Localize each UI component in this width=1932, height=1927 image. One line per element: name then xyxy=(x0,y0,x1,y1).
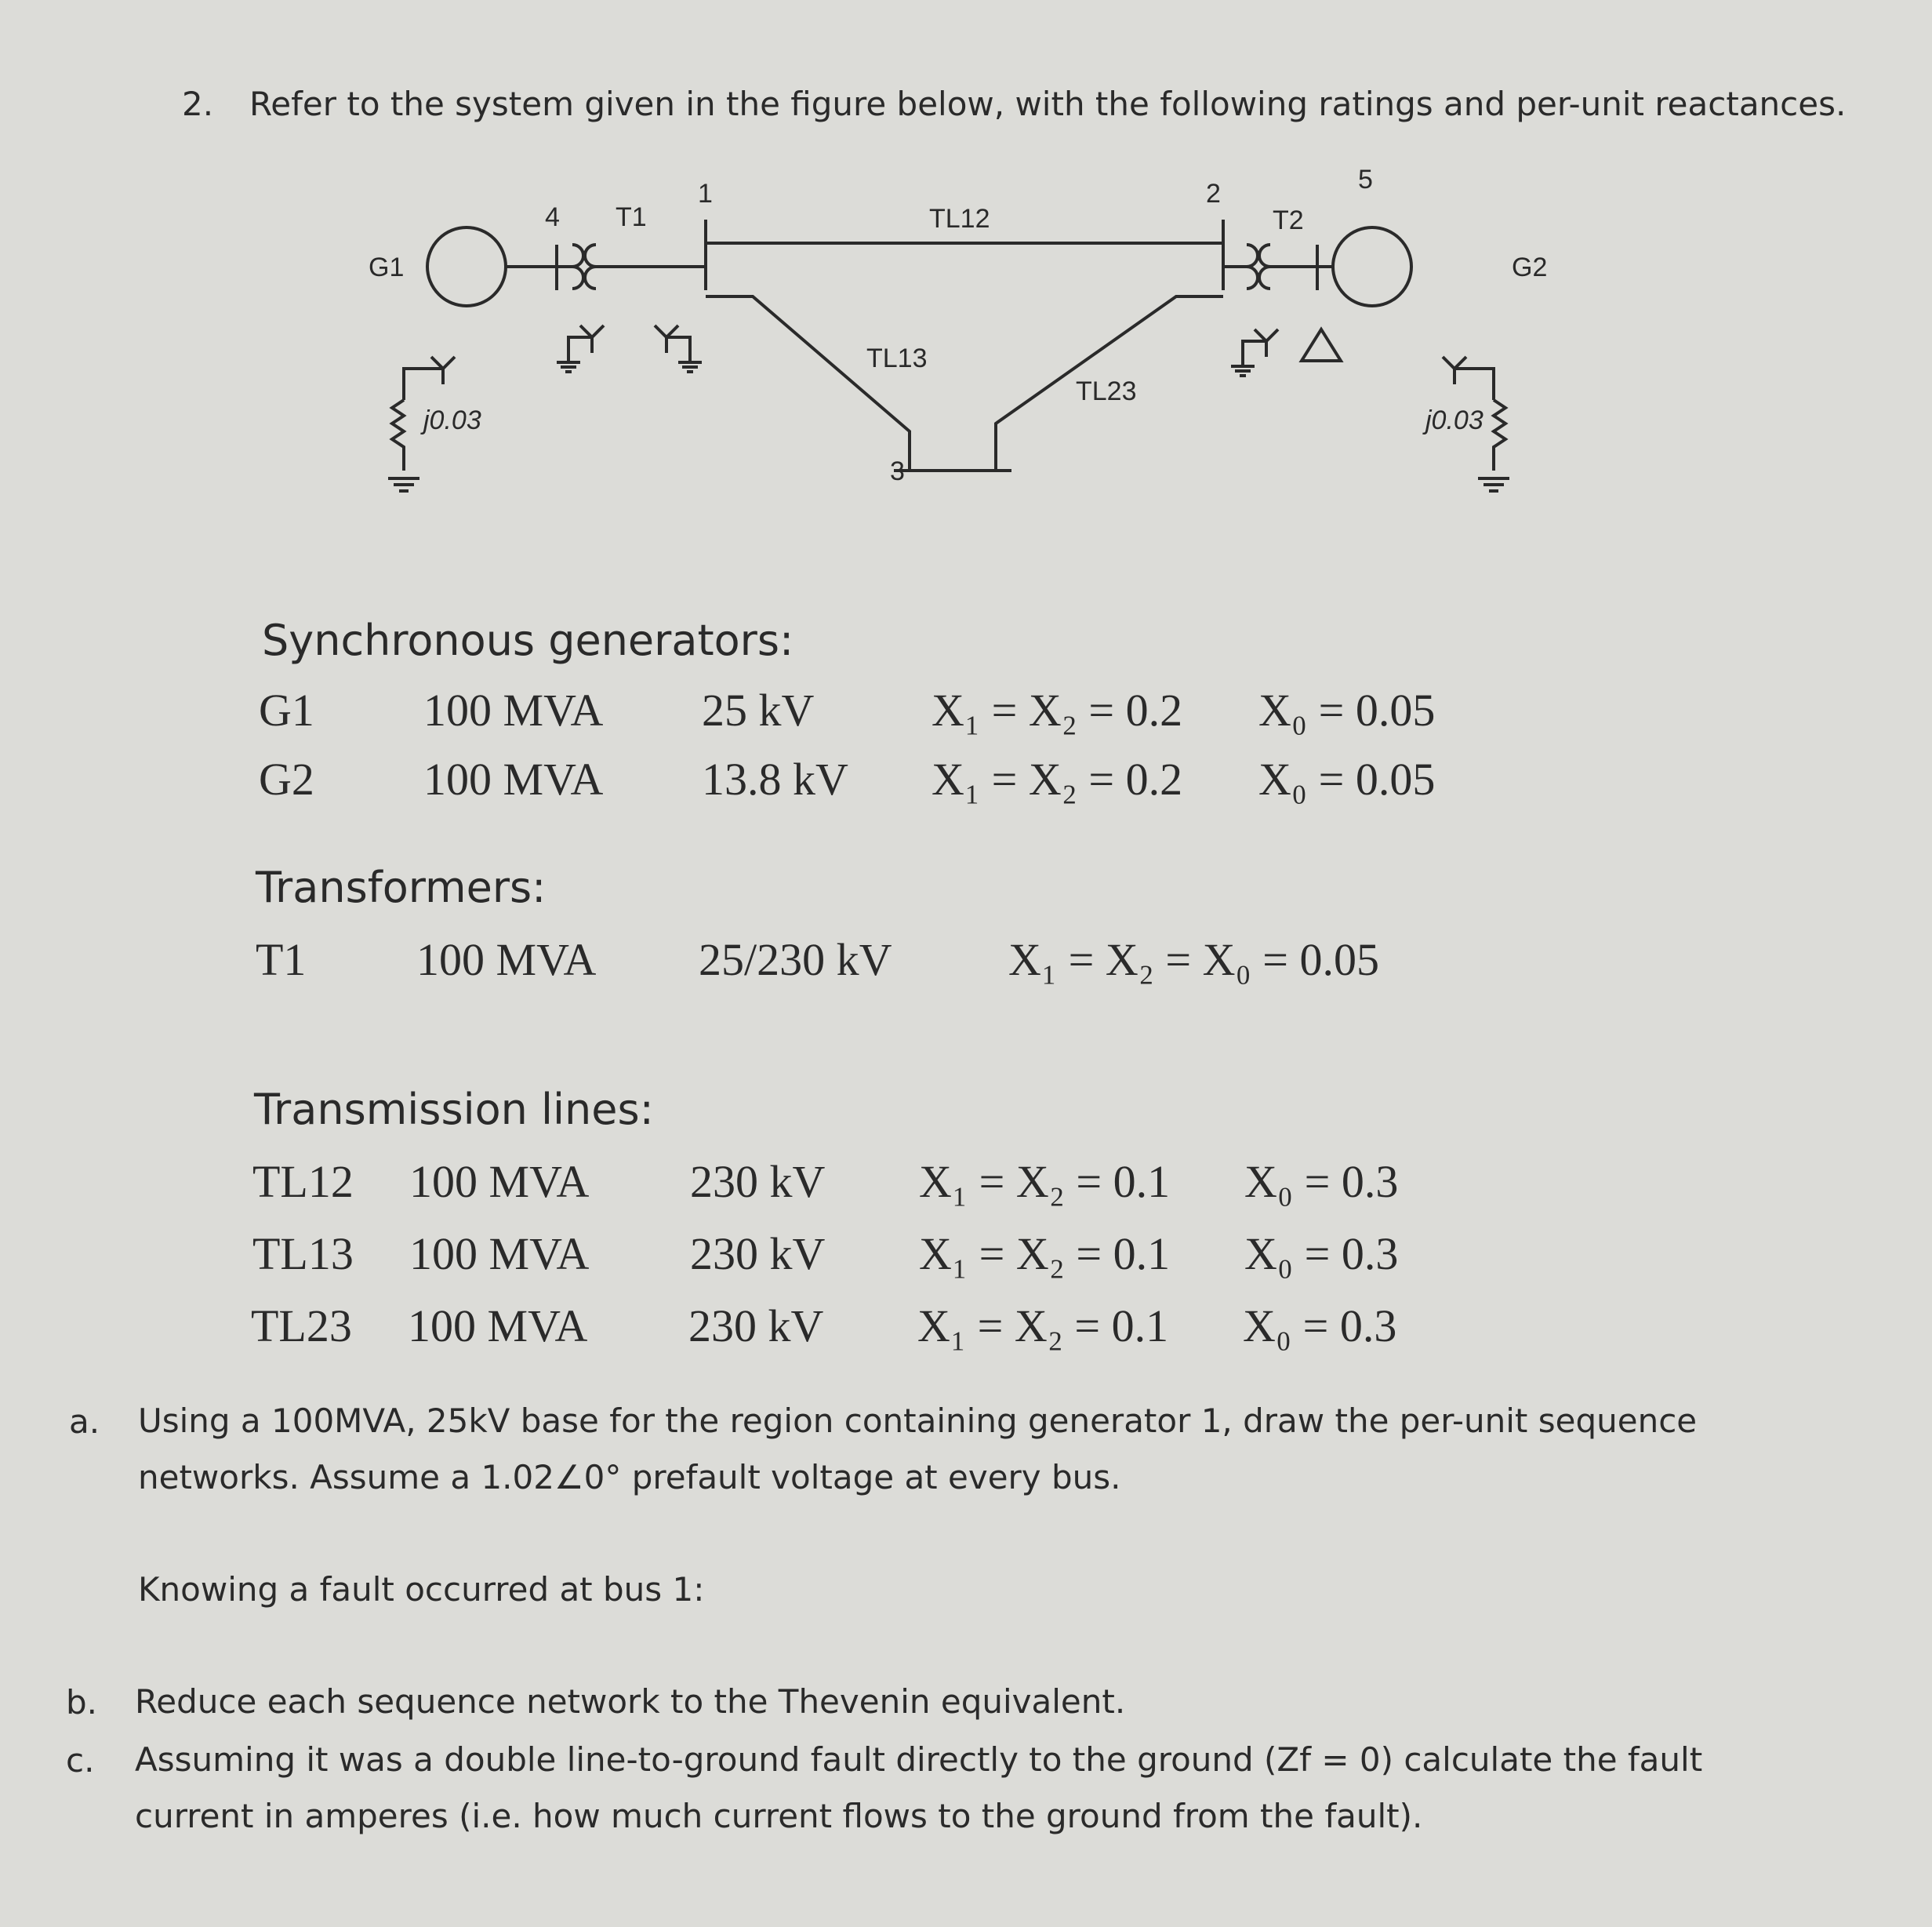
one-line-diagram xyxy=(345,157,1631,518)
g2-neutral-wye-symbol xyxy=(1443,357,1466,384)
g2-label: G2 xyxy=(1512,253,1548,282)
line-rating: 100 MVA xyxy=(408,1300,588,1351)
g2-ground-reactance-label: j0.03 xyxy=(1425,405,1484,435)
transformer-reactance: X₁ = X₂ = X₀ = 0.05 xyxy=(1008,934,1379,985)
transformer-rating: 100 MVA xyxy=(416,934,597,985)
generator-voltage: 25 kV xyxy=(702,685,815,736)
g2-ground-symbol xyxy=(1478,478,1509,491)
part-a-label: a. xyxy=(69,1402,100,1441)
t2-label: T2 xyxy=(1273,205,1304,235)
question-text: Refer to the system given in the figure below, with the following ratings and per-unit reactances. xyxy=(249,85,1847,123)
bus-4-label: 4 xyxy=(545,202,560,232)
generators-heading: Synchronous generators: xyxy=(262,616,794,665)
g1-neutral-wye-symbol xyxy=(431,357,455,384)
generator-rating: 100 MVA xyxy=(423,754,604,805)
generator-positive-negative-reactance: X₁ = X₂ = 0.2 xyxy=(932,754,1183,805)
t1-primary-wye-symbol xyxy=(568,325,604,361)
generator-zero-reactance: X₀ = 0.05 xyxy=(1258,685,1436,736)
transformers-heading: Transformers: xyxy=(256,863,547,912)
line-name: TL12 xyxy=(252,1156,354,1207)
bus-5-label: 5 xyxy=(1358,165,1373,195)
part-c-label: c. xyxy=(66,1741,95,1780)
line-zero-reactance: X₀ = 0.3 xyxy=(1243,1300,1397,1351)
part-a-text: Using a 100MVA, 25kV base for the region containing generator 1, draw the per-unit sequence networks. Assume a 1.02∠0° prefault voltage at every bus. xyxy=(138,1402,1698,1496)
line-voltage: 230 kV xyxy=(688,1300,824,1351)
t1-secondary-wye-symbol xyxy=(655,325,690,361)
transformer-voltage: 25/230 kV xyxy=(699,934,892,985)
g1-symbol xyxy=(427,227,506,306)
transformer-name: T1 xyxy=(256,934,307,985)
generator-positive-negative-reactance: X₁ = X₂ = 0.2 xyxy=(932,685,1183,736)
g1-ground-symbol xyxy=(388,478,419,491)
line-name: TL13 xyxy=(252,1228,354,1279)
line-zero-reactance: X₀ = 0.3 xyxy=(1244,1228,1399,1279)
line-voltage: 230 kV xyxy=(690,1228,826,1279)
tl12-label: TL12 xyxy=(929,204,990,234)
fault-note: Knowing a fault occurred at bus 1: xyxy=(138,1570,705,1609)
part-b-text: Reduce each sequence network to the Thevenin equivalent. xyxy=(135,1682,1126,1721)
t2-symbol xyxy=(1223,245,1258,289)
t1-label: T1 xyxy=(616,202,647,232)
generator-voltage: 13.8 kV xyxy=(702,754,848,805)
line-positive-negative-reactance: X₁ = X₂ = 0.1 xyxy=(919,1228,1171,1279)
t2-wye-symbol xyxy=(1243,329,1278,365)
g2-symbol xyxy=(1333,227,1411,306)
generator-name: G2 xyxy=(259,754,314,805)
t2-delta-symbol xyxy=(1302,329,1341,361)
lines-heading: Transmission lines: xyxy=(254,1085,654,1134)
line-name: TL23 xyxy=(251,1300,352,1351)
part-b-label: b. xyxy=(66,1683,98,1722)
tl13-line xyxy=(706,296,910,471)
g1-ground-reactance-label: j0.03 xyxy=(423,405,481,435)
line-voltage: 230 kV xyxy=(690,1156,826,1207)
line-zero-reactance: X₀ = 0.3 xyxy=(1244,1156,1399,1207)
bus-2-label: 2 xyxy=(1206,179,1221,209)
tl13-label: TL13 xyxy=(866,344,928,373)
g1-label: G1 xyxy=(369,253,405,282)
part-c-text: Assuming it was a double line-to-ground fault directly to the ground (Zf = 0) calculate the fault current in amperes (i.e. how much current flows to the ground from the fault). xyxy=(135,1740,1703,1835)
bus-1-label: 1 xyxy=(698,179,713,209)
generator-zero-reactance: X₀ = 0.05 xyxy=(1258,754,1436,805)
line-positive-negative-reactance: X₁ = X₂ = 0.1 xyxy=(919,1156,1171,1207)
line-rating: 100 MVA xyxy=(409,1228,590,1279)
line-rating: 100 MVA xyxy=(409,1156,590,1207)
tl23-label: TL23 xyxy=(1076,376,1137,406)
bus-3-label: 3 xyxy=(890,456,905,486)
t1-symbol xyxy=(572,245,583,289)
generator-name: G1 xyxy=(259,685,314,736)
g2-ground-reactor xyxy=(1494,400,1505,471)
question-number: 2. xyxy=(182,85,214,123)
line-positive-negative-reactance: X₁ = X₂ = 0.1 xyxy=(917,1300,1169,1351)
g1-ground-reactor xyxy=(392,400,404,471)
generator-rating: 100 MVA xyxy=(423,685,604,736)
